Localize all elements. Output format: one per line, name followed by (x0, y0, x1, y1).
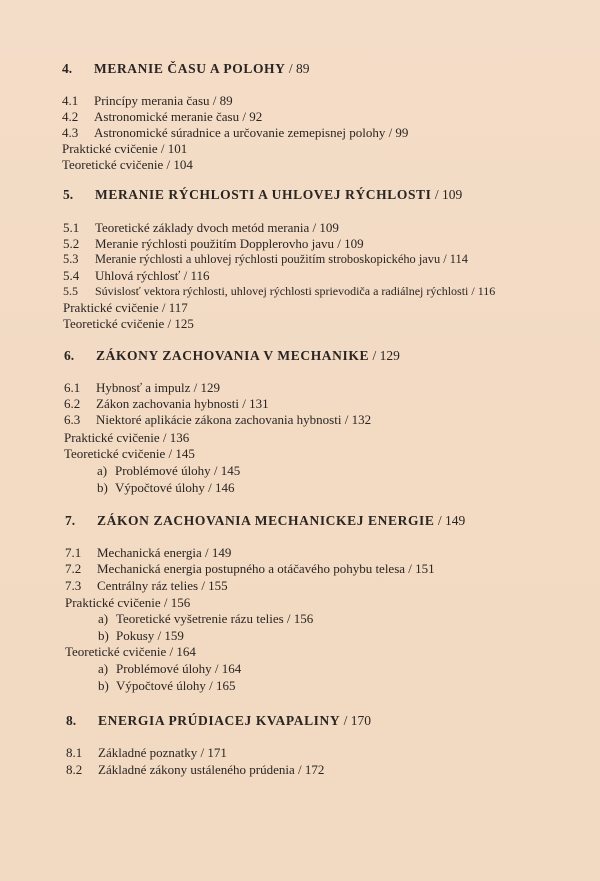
chapter-number: 8. (66, 713, 77, 728)
toc-entry (65, 643, 196, 660)
chapter-heading (65, 512, 465, 530)
chapter-number: 4. (62, 61, 73, 76)
chapter-title: ZÁKONY ZACHOVANIA V MECHANIKE (96, 348, 370, 363)
entry-text: Teoretické cvičenie / 145 (64, 446, 195, 461)
entry-letter: a) (98, 611, 109, 626)
entry-text: Problémové úlohy / 145 (115, 463, 241, 478)
entry-number: 5.5 (63, 284, 78, 298)
toc-subentry (98, 677, 236, 694)
entry-text: Problémové úlohy / 164 (116, 661, 242, 676)
entry-number: 6.2 (64, 396, 81, 411)
entry-text: Teoretické cvičenie / 125 (63, 316, 194, 331)
toc-entry (62, 108, 262, 125)
toc-entry (64, 379, 220, 396)
entry-number: 5.2 (63, 236, 80, 251)
entry-number: 4.3 (62, 125, 79, 140)
chapter-page: / 129 (369, 348, 400, 363)
toc-entry (64, 445, 195, 462)
entry-text: Zákon zachovania hybnosti / 131 (96, 396, 269, 411)
chapter-heading (66, 712, 371, 730)
entry-text: Základné zákony ustáleného prúdenia / 172 (98, 762, 325, 777)
entry-text: Princípy merania času / 89 (94, 93, 233, 108)
entry-text: Teoretické základy dvoch metód merania / 109 (95, 220, 339, 235)
chapter-title: MERANIE RÝCHLOSTI A UHLOVEJ RÝCHLOSTI (95, 187, 432, 202)
toc-entry (63, 235, 364, 252)
entry-text: Hybnosť a impulz / 129 (96, 380, 220, 395)
toc-entry (63, 283, 495, 300)
toc-subentry (98, 660, 241, 677)
entry-number: 8.1 (66, 745, 83, 760)
chapter-page: / 89 (285, 61, 310, 76)
chapter-heading (63, 186, 462, 204)
toc-entry (63, 219, 339, 236)
entry-letter: b) (98, 678, 109, 693)
entry-text: Výpočtové úlohy / 146 (115, 480, 235, 495)
entry-number: 5.1 (63, 220, 80, 235)
toc-entry (66, 761, 324, 778)
toc-entry (65, 560, 435, 577)
chapter-page: / 109 (431, 187, 463, 202)
entry-text: Výpočtové úlohy / 165 (116, 678, 236, 693)
entry-text: Astronomické meranie času / 92 (94, 109, 263, 124)
entry-text: Uhlová rýchlosť / 116 (95, 268, 210, 283)
chapter-number: 7. (65, 513, 76, 528)
entry-letter: b) (97, 480, 108, 495)
toc-entry (63, 267, 209, 284)
entry-text: Meranie rýchlosti použitím Dopplerovho javu / 109 (95, 236, 364, 251)
toc-entry (63, 299, 188, 316)
entry-text: Teoretické cvičenie / 104 (62, 157, 193, 172)
toc-subentry (98, 610, 313, 627)
toc-entry (66, 744, 227, 761)
chapter-heading (64, 347, 400, 365)
entry-number: 6.1 (64, 380, 81, 395)
entry-number: 6.3 (64, 412, 81, 427)
entry-text: Centrálny ráz telies / 155 (97, 578, 228, 593)
chapter-page: / 149 (434, 513, 466, 528)
toc-entry (65, 544, 231, 561)
toc-entry (64, 429, 189, 446)
toc-subentry (98, 627, 184, 644)
chapter-page: / 170 (340, 713, 371, 728)
chapter-title: ZÁKON ZACHOVANIA MECHANICKEJ ENERGIE (97, 513, 435, 528)
entry-number: 7.2 (65, 561, 82, 576)
entry-text: Mechanická energia postupného a otáčavého pohybu telesa / 151 (97, 561, 435, 576)
entry-text: Astronomické súradnice a určovanie zemepisnej polohy / 99 (94, 125, 409, 140)
entry-text: Mechanická energia / 149 (97, 545, 232, 560)
entry-number: 7.3 (65, 578, 82, 593)
entry-number: 5.4 (63, 268, 80, 283)
entry-number: 5.3 (63, 252, 79, 266)
toc-entry (64, 411, 371, 428)
entry-letter: b) (98, 628, 109, 643)
chapter-heading (62, 60, 310, 78)
toc-subentry (97, 462, 240, 479)
toc-entry (62, 140, 187, 157)
entry-letter: a) (97, 463, 108, 478)
entry-number: 4.1 (62, 93, 79, 108)
entry-text: Súvislosť vektora rýchlosti, uhlovej rýchlosti sprievodiča a radiálnej rýchlosti / 116 (95, 284, 496, 298)
toc-entry (63, 251, 468, 268)
entry-number: 7.1 (65, 545, 82, 560)
entry-number: 8.2 (66, 762, 83, 777)
chapter-title: ENERGIA PRÚDIACEJ KVAPALINY (98, 713, 341, 728)
toc-entry (62, 156, 193, 173)
chapter-number: 6. (64, 348, 75, 363)
toc-entry (62, 92, 233, 109)
toc-entry (65, 577, 228, 594)
toc-entry (62, 124, 408, 141)
toc-subentry (97, 479, 235, 496)
entry-number: 4.2 (62, 109, 79, 124)
chapter-number: 5. (63, 187, 74, 202)
entry-text: Praktické cvičenie / 156 (65, 595, 191, 610)
entry-letter: a) (98, 661, 109, 676)
entry-text: Pokusy / 159 (116, 628, 184, 643)
entry-text: Teoretické cvičenie / 164 (65, 644, 196, 659)
entry-text: Praktické cvičenie / 136 (64, 430, 190, 445)
entry-text: Základné poznatky / 171 (98, 745, 227, 760)
entry-text: Praktické cvičenie / 117 (63, 300, 188, 315)
entry-text: Praktické cvičenie / 101 (62, 141, 188, 156)
entry-text: Teoretické vyšetrenie rázu telies / 156 (116, 611, 314, 626)
chapter-title: MERANIE ČASU A POLOHY (94, 61, 286, 76)
entry-text: Niektoré aplikácie zákona zachovania hybnosti / 132 (96, 412, 372, 427)
toc-entry (65, 594, 190, 611)
toc-entry (64, 395, 269, 412)
entry-text: Meranie rýchlosti a uhlovej rýchlosti použitím stroboskopického javu / 114 (95, 252, 468, 266)
toc-entry (63, 315, 194, 332)
